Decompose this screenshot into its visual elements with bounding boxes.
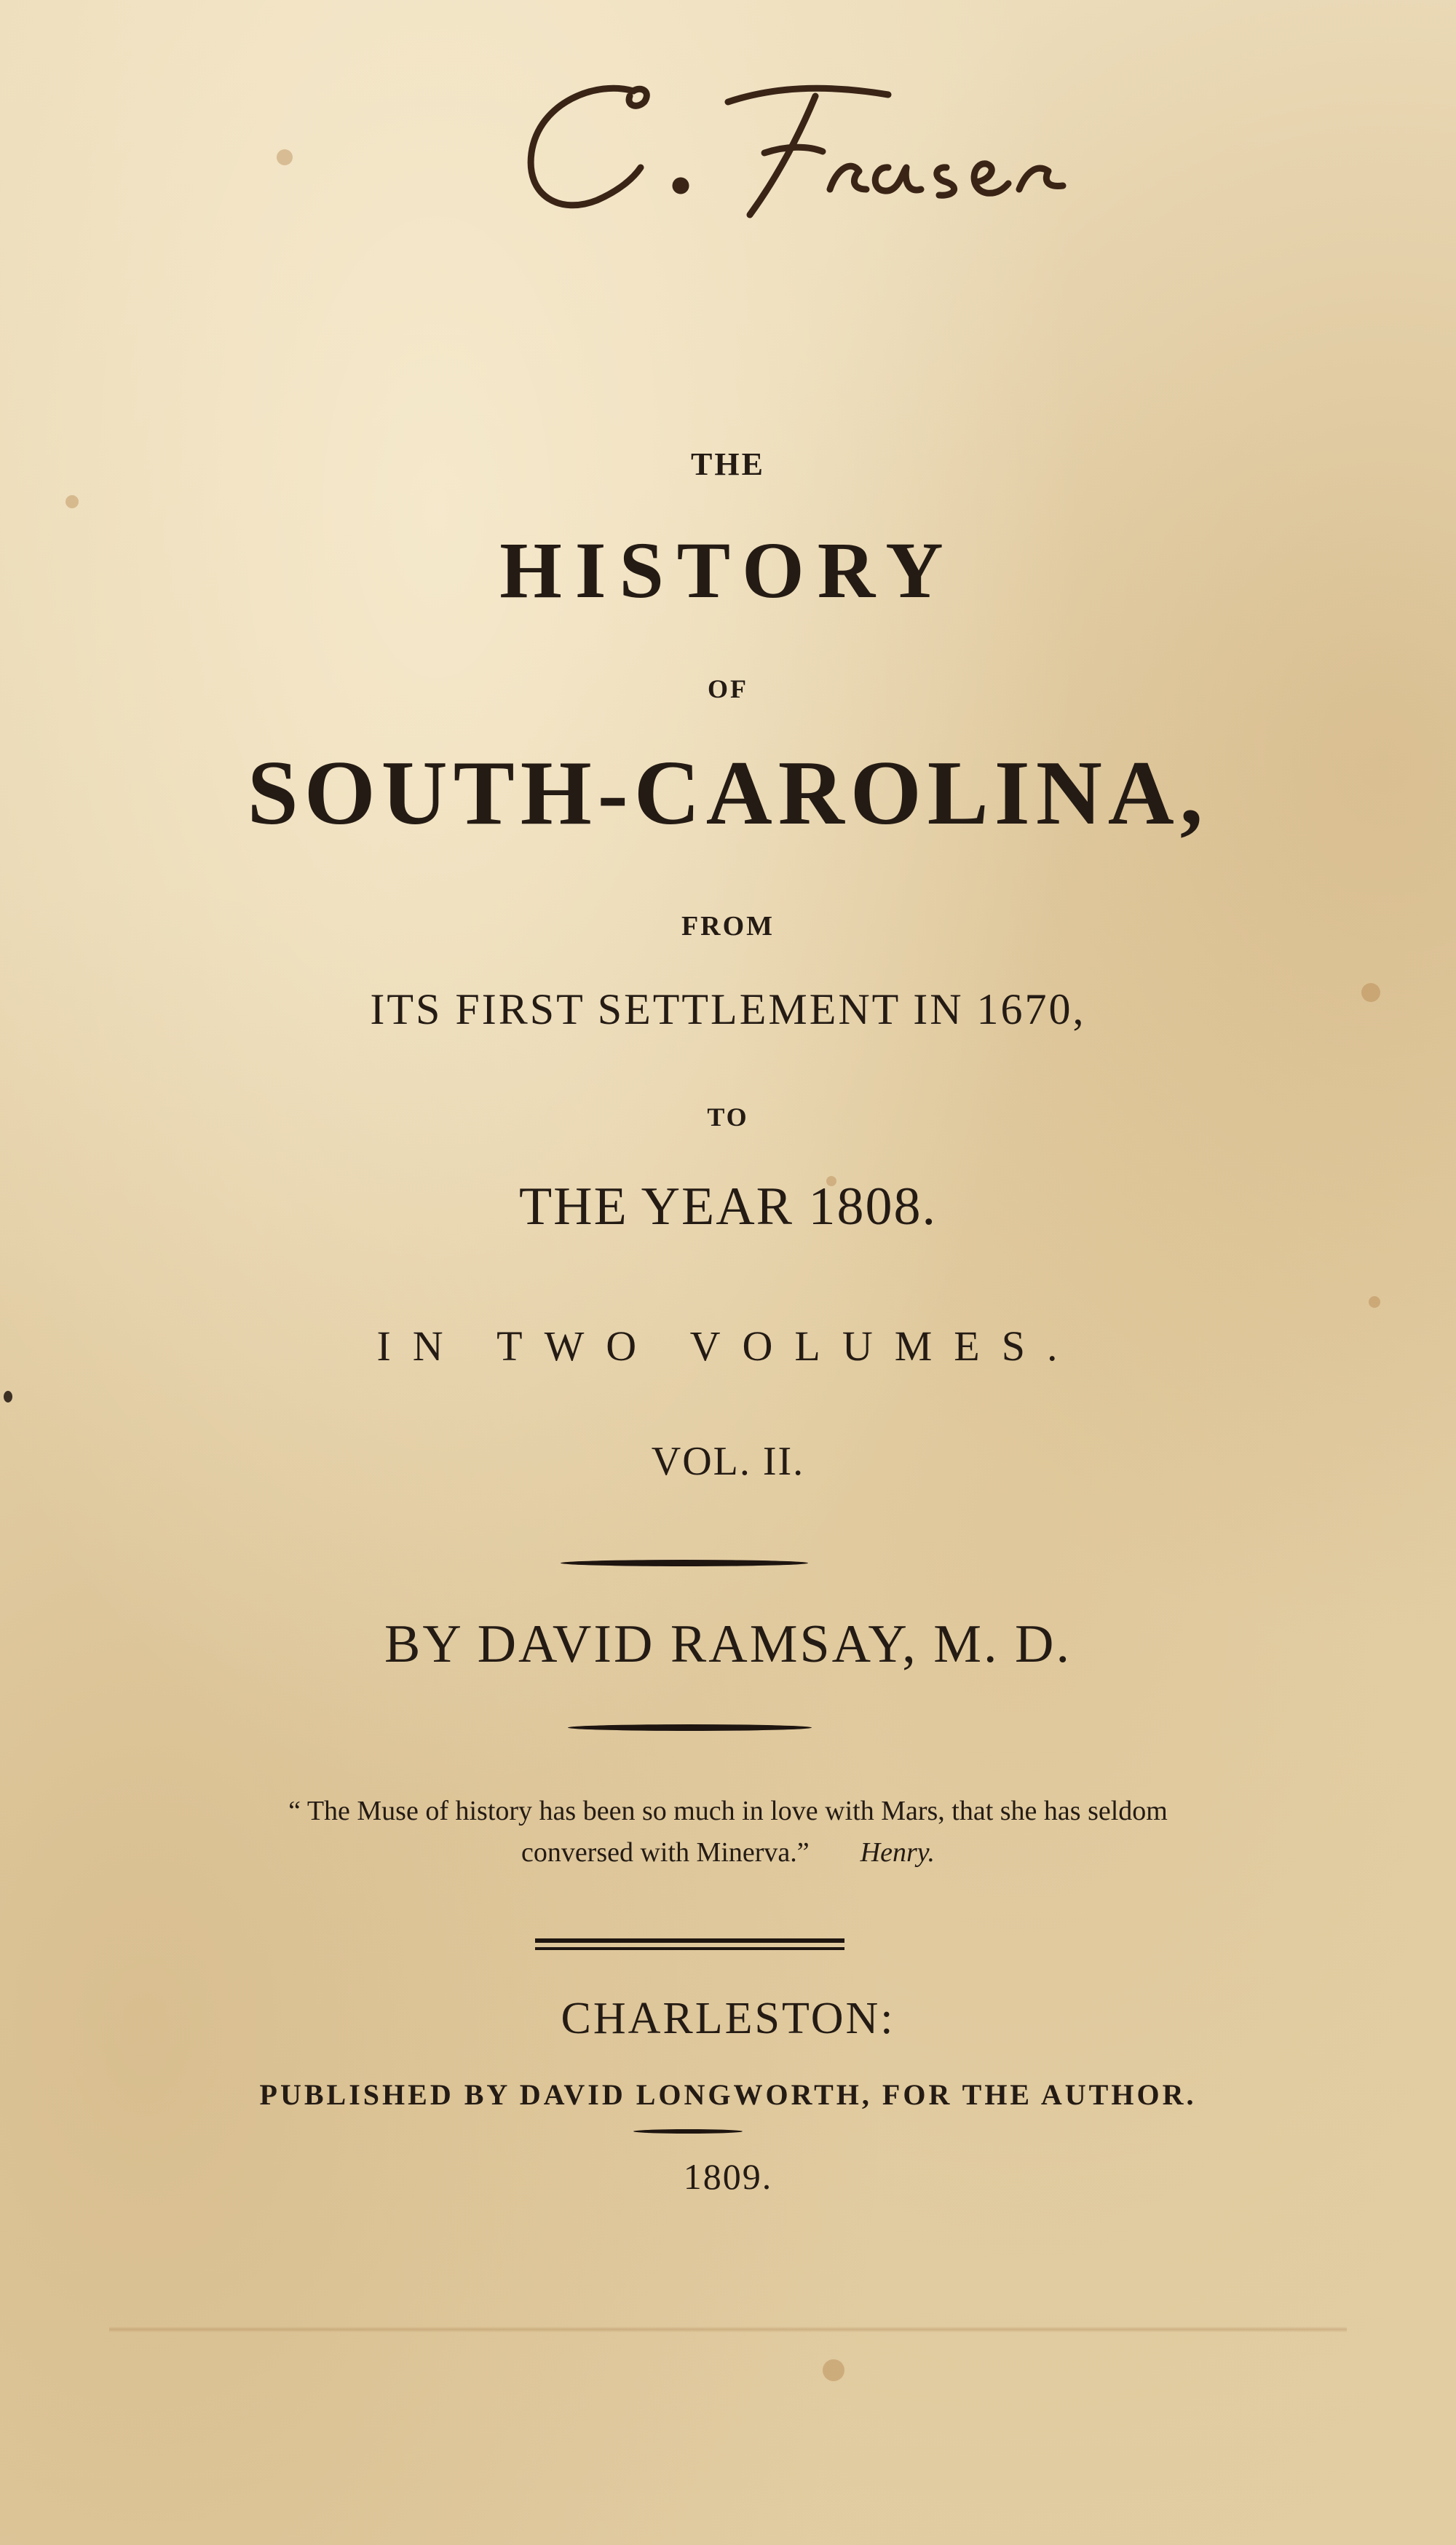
double-rule [535, 1947, 844, 1950]
epigraph-attribution: Henry. [860, 1837, 935, 1868]
epigraph-text: conversed with Minerva.” [521, 1837, 810, 1868]
foxing-spot [4, 1391, 12, 1402]
ornamental-rule [568, 1724, 812, 1731]
title-of: OF [708, 674, 748, 703]
foxing-spot [1369, 1296, 1380, 1308]
title-main: HISTORY [499, 526, 957, 615]
author-line: BY DAVID RAMSAY, M. D. [384, 1614, 1072, 1674]
epigraph-line-1: “ The Muse of history has been so much in love with Mars, that she has seldom [288, 1796, 1168, 1826]
foxing-spot [66, 495, 79, 508]
foxing-spot [277, 149, 293, 165]
imprint-publisher: PUBLISHED BY DAVID LONGWORTH, FOR THE AUTHOR. [259, 2078, 1197, 2111]
ornamental-rule [561, 1560, 808, 1566]
span-year: THE YEAR 1808. [518, 1177, 938, 1236]
title-subject: SOUTH-CAROLINA, [247, 743, 1209, 844]
span-first-settlement: ITS FIRST SETTLEMENT IN 1670, [370, 985, 1086, 1033]
owner-signature [510, 51, 1179, 240]
volume-number: VOL. II. [651, 1439, 805, 1484]
double-rule [535, 1938, 844, 1943]
epigraph-line-2 [0, 1836, 1456, 1869]
imprint-place: CHARLESTON: [561, 1994, 895, 2043]
signature-image [510, 51, 1179, 240]
span-to: TO [707, 1102, 749, 1132]
span-from: FROM [681, 911, 775, 942]
foxing-spot [823, 2359, 844, 2381]
volume-count: IN TWO VOLUMES. [376, 1322, 1080, 1370]
page-fold-line [109, 2327, 1347, 2332]
title-article: THE [691, 446, 765, 482]
ornamental-rule [633, 2129, 743, 2134]
imprint-date: 1809. [683, 2156, 773, 2197]
